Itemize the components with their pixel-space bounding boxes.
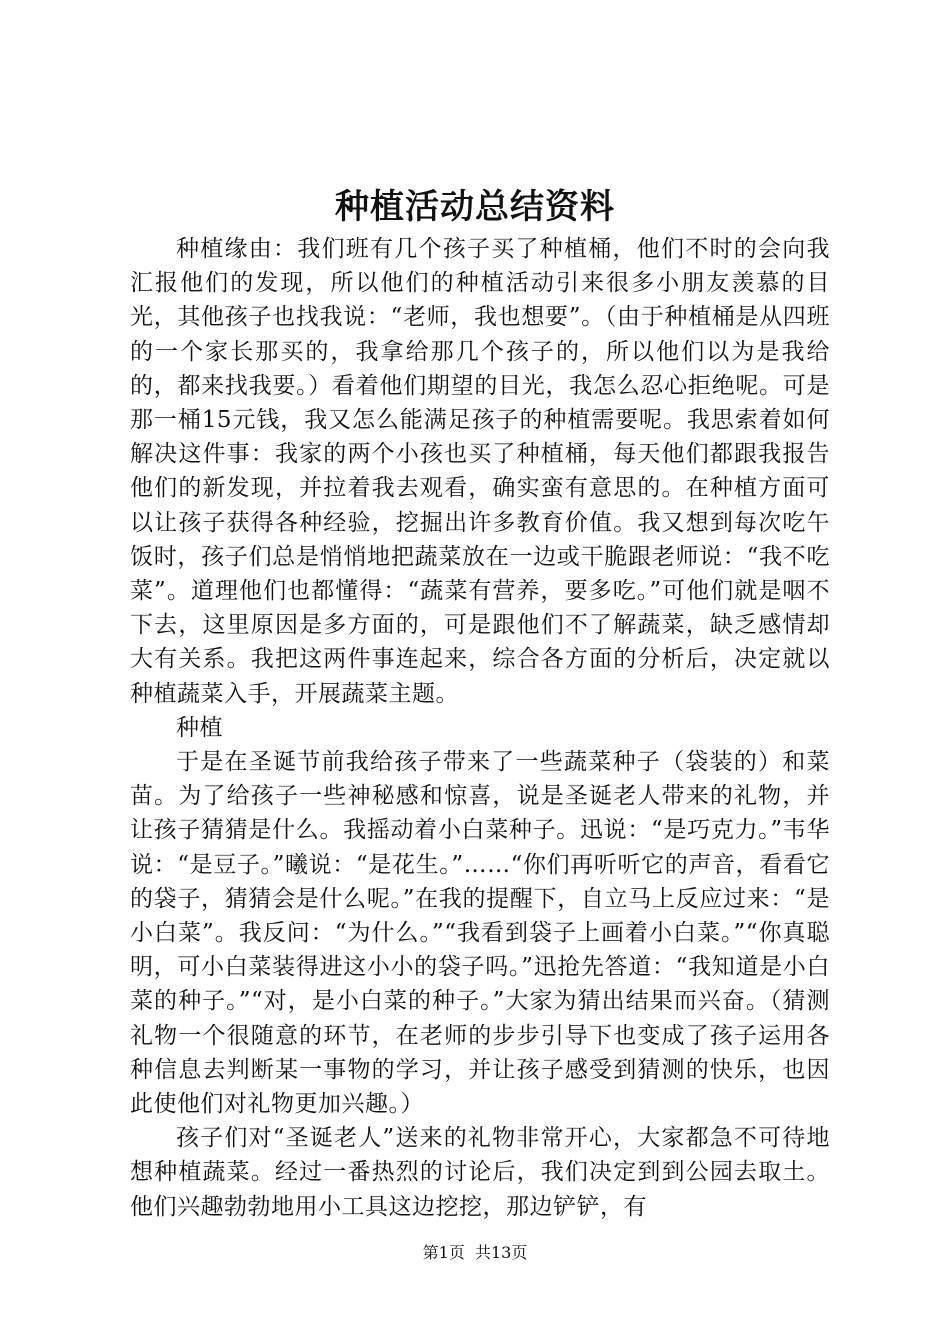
paragraph-dig-soil: 孩子们对“圣诞老人”送来的礼物非常开心，大家都急不可待地想种植蔬菜。经过一番热烈的讨论后，我们决定到到公园去取土。他们兴趣勃勃地用小工具这边挖挖，那边铲铲，有 [130, 1125, 830, 1220]
paragraph-origin: 种植缘由：我们班有几个孩子买了种植桶，他们不时的会向我汇报他们的发现，所以他们的种植活动引来很多小朋友羡慕的目光，其他孩子也找我说：“老师，我也想要”。（由于种植桶是从四班的一个家长那买的，我拿给那几个孩子的，所以他们以为是我给的，都来找我要。）看着他们期望的目光，我怎么忍心拒绝呢。可是那一桶15元钱，我又怎么能满足孩子的种植需要呢。我思索着如何解决这件事：我家的两个小孩也买了种植桶，每天他们都跟我报告他们的新发现，并拉着我去观看，确实蛮有意思的。在种植方面可以让孩子获得各种经验，挖掘出许多教育价值。我又想到每次吃午饭时，孩子们总是悄悄地把蔬菜放在一边或干脆跟老师说：“我不吃菜”。道理他们也都懂得：“蔬菜有营养，要多吃。”可他们就是咽不下去，这里原因是多方面的，可是跟他们不了解蔬菜，缺乏感情却大有关系。我把这两件事连起来，综合各方面的分析后，决定就以种植蔬菜入手，开展蔬菜主题。 [130, 236, 830, 707]
document-title: 种植活动总结资料 [335, 187, 615, 227]
page-number: 第1页 共13页 [422, 1243, 528, 1262]
section-heading-planting: 种植 [176, 714, 223, 741]
page-footer [0, 1242, 950, 1264]
document-body [130, 232, 830, 1224]
paragraph-christmas-gift: 于是在圣诞节前我给孩子带来了一些蔬菜种子（袋装的）和菜苗。为了给孩子一些神秘感和惊喜，说是圣诞老人带来的礼物，并让孩子猜猜是什么。我摇动着小白菜种子。迅说：“是巧克力。”韦华说：“是豆子。”曦说：“是花生。”……“你们再听听它的声音，看看它的袋子，猜猜会是什么呢。”在我的提醒下，自立马上反应过来：“是小白菜”。我反问：“为什么。”“我看到袋子上画着小白菜。”“你真聪明，可小白菜装得进这小小的袋子吗。”迅抢先答道：“我知道是小白菜的种子。”“对，是小白菜的种子。”大家为猜出结果而兴奋。（猜测礼物一个很随意的环节，在老师的步步引导下也变成了孩子运用各种信息去判断某一事物的学习，并让孩子感受到猜测的快乐，也因此使他们对礼物更加兴趣。） [130, 749, 830, 1118]
